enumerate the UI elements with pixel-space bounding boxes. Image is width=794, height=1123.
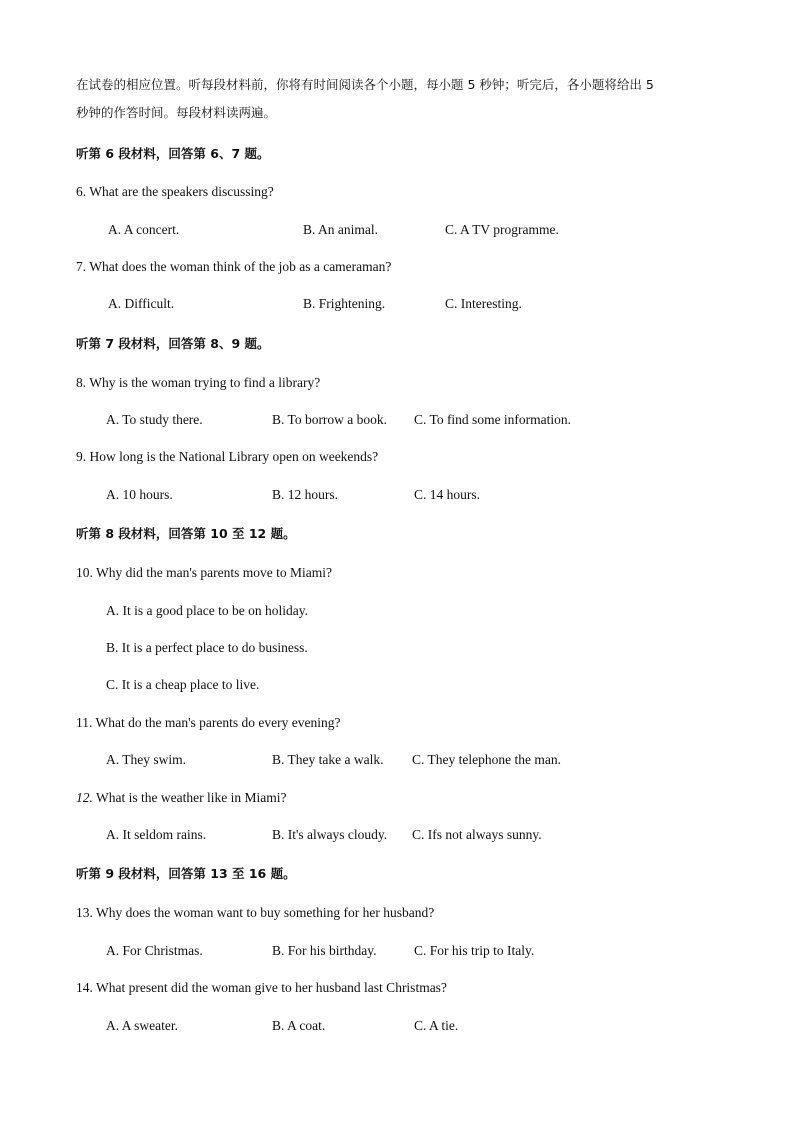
intro-line-1: 在试卷的相应位置。听每段材料前，你将有时间阅读各个小题，每小题 5 秒钟；听完后，各小题将给出 5	[76, 77, 654, 92]
question-6-option-b: B. An animal.	[303, 222, 378, 237]
question-12-option-b: B. It's always cloudy.	[272, 827, 388, 842]
question-8-option-c: C. To find some information.	[414, 412, 572, 427]
question-12-number: 12.	[76, 790, 93, 805]
question-13-option-b: B. For his birthday.	[272, 943, 377, 958]
question-7-option-c: C. Interesting.	[445, 296, 522, 311]
question-9-option-c: C. 14 hours.	[414, 487, 481, 502]
question-9: 9. How long is the National Library open on weekends?	[76, 449, 379, 464]
question-14-option-a: A. A sweater.	[106, 1018, 178, 1033]
question-11-option-a: A. They swim.	[106, 752, 186, 767]
question-13: 13. Why does the woman want to buy something for her husband?	[76, 905, 435, 920]
question-11-option-c: C. They telephone the man.	[412, 752, 561, 767]
question-13-option-a: A. For Christmas.	[106, 943, 203, 958]
question-12-option-a: A. It seldom rains.	[106, 827, 207, 842]
question-11: 11. What do the man's parents do every evening?	[76, 715, 341, 730]
question-7-option-b: B. Frightening.	[303, 296, 386, 311]
question-12-text: What is the weather like in Miami?	[92, 790, 287, 805]
question-10-option-c: C. It is a cheap place to live.	[106, 677, 260, 692]
question-6-option-c: C. A TV programme.	[445, 222, 559, 237]
question-10: 10. Why did the man's parents move to Miami?	[76, 565, 333, 580]
question-7-option-a: A. Difficult.	[108, 296, 175, 311]
question-14: 14. What present did the woman give to her husband last Christmas?	[76, 980, 447, 995]
question-11-option-b: B. They take a walk.	[272, 752, 384, 767]
question-6-option-a: A. A concert.	[108, 222, 180, 237]
question-8-option-a: A. To study there.	[106, 412, 203, 427]
question-6: 6. What are the speakers discussing?	[76, 184, 274, 199]
question-13-option-c: C. For his trip to Italy.	[414, 943, 535, 958]
question-14-option-b: B. A coat.	[272, 1018, 326, 1033]
question-9-option-b: B. 12 hours.	[272, 487, 339, 502]
question-12-option-c: C. Ifs not always sunny.	[412, 827, 542, 842]
question-8: 8. Why is the woman trying to find a library?	[76, 375, 321, 390]
section-9-heading: 听第 9 段材料，回答第 13 至 16 题。	[76, 866, 296, 881]
section-6-heading: 听第 6 段材料，回答第 6、7 题。	[76, 146, 270, 161]
question-8-option-b: B. To borrow a book.	[272, 412, 388, 427]
section-8-heading: 听第 8 段材料，回答第 10 至 12 题。	[76, 526, 296, 541]
question-9-option-a: A. 10 hours.	[106, 487, 173, 502]
question-12	[76, 789, 286, 807]
question-10-option-a: A. It is a good place to be on holiday.	[106, 603, 308, 618]
question-10-option-b: B. It is a perfect place to do business.	[106, 640, 308, 655]
intro-line-2: 秒钟的作答时间。每段材料读两遍。	[76, 105, 277, 120]
section-7-heading: 听第 7 段材料，回答第 8、9 题。	[76, 336, 270, 351]
question-14-option-c: C. A tie.	[414, 1018, 459, 1033]
question-7: 7. What does the woman think of the job as a cameraman?	[76, 259, 392, 274]
